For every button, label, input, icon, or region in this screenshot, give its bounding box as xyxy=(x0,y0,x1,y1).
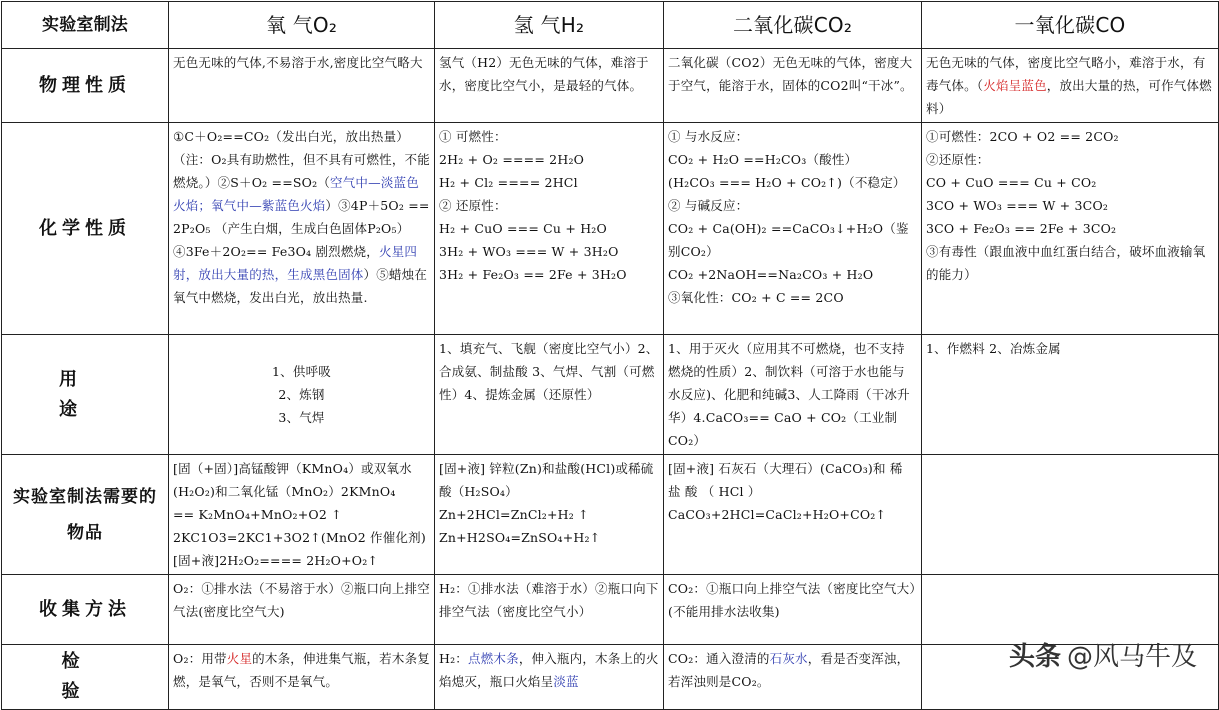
lab-h2-line: Zn+2HCl=ZnCl₂+H₂ ↑ xyxy=(439,507,589,522)
chemical-h2-line: 3H₂ + Fe₂O₃ == 2Fe + 3H₂O xyxy=(439,267,627,282)
watermark-handle: @风马牛及 xyxy=(1066,642,1197,672)
lab-co2-line: [固+液] 石灰石（大理石）(CaCO₃)和 稀 盐 酸 （ HCl ） xyxy=(668,461,903,499)
chemical-o2-text-c: ）⑤蜡烛在氧气中燃烧，发出白光，放出热量. xyxy=(173,267,428,305)
test-h2-blue-2: 淡蓝 xyxy=(553,674,579,689)
cell-lab-co2 xyxy=(664,455,922,575)
cell-physical-o2: 无色无味的气体,不易溶于水,密度比空气略大 xyxy=(169,49,435,123)
row-uses xyxy=(2,335,1219,455)
header-o2: 氧 气O₂ xyxy=(169,2,435,49)
label-lab: 实验室制法需要的物品 xyxy=(2,455,169,575)
chemical-co2-line: ① 与水反应： xyxy=(668,129,749,144)
label-collect: 收集方法 xyxy=(2,575,169,645)
lab-o2-line: [固+液]2H₂O₂==== 2H₂O+O₂↑ xyxy=(173,553,379,568)
chemical-h2-line: ① 可燃性： xyxy=(439,129,507,144)
lab-o2-line: [固（+固）]高锰酸钾（KMnO₄）或双氧水(H₂O₂)和二氧化锰（MnO₂）2KMnO₄ xyxy=(173,461,412,499)
cell-chemical-h2 xyxy=(435,123,664,335)
test-h2-text-a: H₂： xyxy=(439,651,469,666)
chemical-co-line: ③有毒性（跟血液中血红蛋白结合，破坏血液输氧的能力） xyxy=(926,244,1206,282)
header-h2: 氢 气H₂ xyxy=(435,2,664,49)
cell-chemical-o2 xyxy=(169,123,435,335)
watermark xyxy=(1009,636,1197,673)
cell-test-h2 xyxy=(435,645,664,710)
lab-h2-line: [固+液] 锌粒(Zn)和盐酸(HCl)或稀硫酸（H₂SO₄） xyxy=(439,461,654,499)
chemical-co-line: 3CO + WO₃ === W + 3CO₂ xyxy=(926,198,1109,213)
uses-o2-line: 3、气焊 xyxy=(278,410,325,425)
label-test: 检验 xyxy=(2,645,169,710)
label-physical: 物理性质 xyxy=(2,49,169,123)
chemical-co2-line: ③氧化性：CO₂ + C == 2CO xyxy=(668,290,844,305)
uses-o2-line: 1、供呼吸 xyxy=(272,364,331,379)
test-h2-blue: 点燃木条 xyxy=(468,651,519,666)
cell-lab-co xyxy=(922,455,1219,575)
row-collect xyxy=(2,575,1219,645)
cell-collect-o2: O₂：①排水法（不易溶于水）②瓶口向上排空气法(密度比空气大) xyxy=(169,575,435,645)
chemical-co-line: ②还原性： xyxy=(926,152,990,167)
chemical-h2-line: H₂ + CuO === Cu + H₂O xyxy=(439,221,607,236)
cell-physical-co xyxy=(922,49,1219,123)
test-o2-text-a: O₂：用带 xyxy=(173,651,227,666)
physical-co-red: 火焰呈蓝色 xyxy=(983,78,1047,93)
chemical-o2-blue-1: 空气中—淡蓝色火焰；氧气中—紫蓝色火焰 xyxy=(173,175,419,213)
chemical-co-line: ①可燃性：2CO + O2 == 2CO₂ xyxy=(926,129,1119,144)
chemical-h2-line: ② 还原性： xyxy=(439,198,507,213)
gas-comparison-table xyxy=(1,1,1219,710)
chemical-co2-line: ② 与碱反应： xyxy=(668,198,749,213)
cell-collect-co xyxy=(922,575,1219,645)
cell-lab-h2 xyxy=(435,455,664,575)
row-lab xyxy=(2,455,1219,575)
lab-o2-line: 2KC1O3=2KC1+3O2↑(MnO2 作催化剂) xyxy=(173,530,426,545)
cell-test-o2 xyxy=(169,645,435,710)
chemical-h2-line: 2H₂ + O₂ ==== 2H₂O xyxy=(439,152,585,167)
row-chemical xyxy=(2,123,1219,335)
cell-uses-co: 1、作燃料 2、冶炼金属 xyxy=(922,335,1219,455)
cell-chemical-co2 xyxy=(664,123,922,335)
chemical-co2-line: CO₂ + H₂O ==H₂CO₃（酸性） xyxy=(668,152,858,167)
chemical-co-line: CO + CuO === Cu + CO₂ xyxy=(926,175,1097,190)
chemical-h2-line: H₂ + Cl₂ ==== 2HCl xyxy=(439,175,578,190)
cell-uses-h2: 1、填充气、飞舰（密度比空气小）2、合成氨、制盐酸 3、气焊、气割（可燃性）4、提炼金属（还原性） xyxy=(435,335,664,455)
chemical-co-line: 3CO + Fe₂O₃ == 2Fe + 3CO₂ xyxy=(926,221,1117,236)
header-corner: 实验室制法 xyxy=(2,2,169,49)
header-row xyxy=(2,2,1219,49)
chemical-co2-line: CO₂ + Ca(OH)₂ ==CaCO₃↓+H₂O（鉴别CO₂） xyxy=(668,221,909,259)
physical-co-text-b: ，放出大量的热，可作气体燃料） xyxy=(926,78,1212,116)
uses-o2-line: 2、炼钢 xyxy=(278,387,325,402)
cell-uses-o2 xyxy=(169,335,435,455)
lab-co2-line: CaCO₃+2HCl=CaCl₂+H₂O+CO₂↑ xyxy=(668,507,887,522)
chemical-h2-line: 3H₂ + WO₃ === W + 3H₂O xyxy=(439,244,619,259)
lab-o2-line: == K₂MnO₄+MnO₂+O2 ↑ xyxy=(173,507,342,522)
test-h2-text-b: ，伸入瓶内，木条上的火焰熄灭，瓶口火焰呈 xyxy=(439,651,659,689)
chemical-o2-text-a: ①C＋O₂==CO₂（发出白光，放出热量）（注：O₂具有助燃性，但不具有可燃性，不能燃烧。）②S＋O₂ ==SO₂（ xyxy=(173,129,430,190)
chemical-co2-line: CO₂ +2NaOH==Na₂CO₃ + H₂O xyxy=(668,267,874,282)
test-co2-blue: 石灰水 xyxy=(769,651,808,666)
cell-physical-co2: 二氧化碳（CO2）无色无味的气体，密度大于空气，能溶于水，固体的CO2叫“干冰”。 xyxy=(664,49,922,123)
watermark-brand: 头条 xyxy=(1008,642,1061,672)
cell-collect-co2: CO₂：①瓶口向上排空气法（密度比空气大）(不能用排水法收集) xyxy=(664,575,922,645)
label-chemical: 化学性质 xyxy=(2,123,169,335)
cell-lab-o2 xyxy=(169,455,435,575)
row-physical xyxy=(2,49,1219,123)
cell-chemical-co xyxy=(922,123,1219,335)
cell-uses-co2: 1、用于灭火（应用其不可燃烧，也不支持燃烧的性质）2、制饮料（可溶于水也能与水反应)、化肥和纯碱3、人工降雨（干冰升华）4.CaCO₃== CaO + CO₂（工业制CO₂） xyxy=(664,335,922,455)
label-uses: 用途 xyxy=(2,335,169,455)
header-co2: 二氧化碳CO₂ xyxy=(664,2,922,49)
chemical-o2-blue-2: 火星四射，放出大量的热，生成黑色固体 xyxy=(173,244,418,282)
test-co2-text-a: CO₂：通入澄清的 xyxy=(668,651,770,666)
test-o2-red: 火星 xyxy=(226,651,253,666)
chemical-o2-text-b: ）③4P＋5O₂ == 2P₂O₅ （产生白烟，生成白色固体P₂O₅）④3Fe＋2O₂== Fe3O₄ 剧烈燃烧， xyxy=(173,198,430,259)
physical-co-text-a: 无色无味的气体，密度比空气略小，难溶于水，有毒气体。（ xyxy=(926,55,1206,93)
cell-collect-h2: H₂：①排水法（难溶于水）②瓶口向下排空气法（密度比空气小） xyxy=(435,575,664,645)
lab-h2-line: Zn+H2SO₄=ZnSO₄+H₂↑ xyxy=(439,530,601,545)
cell-physical-h2: 氢气（H2）无色无味的气体，难溶于水，密度比空气小，是最轻的气体。 xyxy=(435,49,664,123)
cell-test-co2 xyxy=(664,645,922,710)
test-co2-text-b: ，看是否变浑浊，若浑浊则是CO₂。 xyxy=(668,651,910,689)
chemical-co2-line: (H₂CO₃ === H₂O + CO₂↑)（不稳定） xyxy=(668,175,906,190)
header-co: 一氧化碳CO xyxy=(922,2,1219,49)
test-o2-text-b: 的木条，伸进集气瓶，若木条复燃，是氧气，否则不是氧气。 xyxy=(173,651,430,689)
